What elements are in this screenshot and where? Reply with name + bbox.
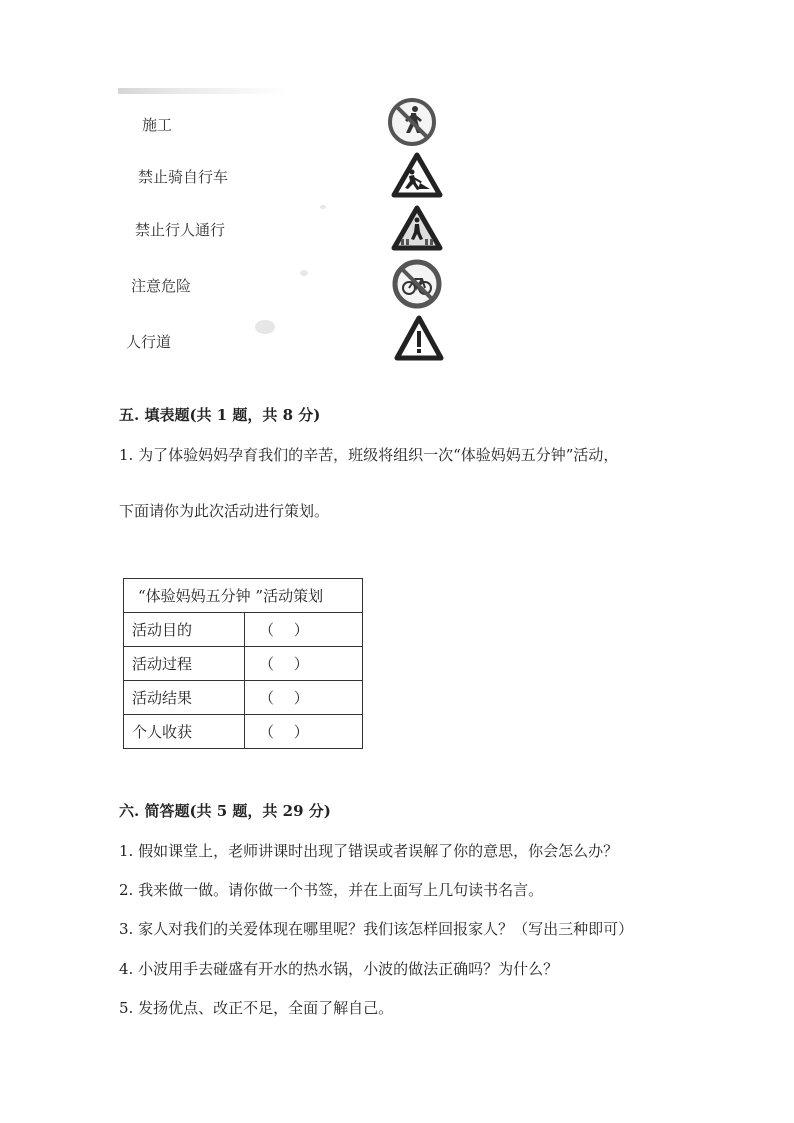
matching-label-sidewalk: 人行道 [126,333,172,351]
section-6-question-2: 2. 我来做一做。请你做一个书签，并在上面写上几句读书名言。 [119,881,544,899]
scan-speckle [300,270,308,276]
section-6-question-3: 3. 家人对我们的关爱体现在哪里呢？我们该怎样回报家人？（写出三种即可） [119,920,634,938]
table-row-label: 活动结果 [124,681,245,715]
matching-label-no-bicycles: 禁止骑自行车 [138,168,229,186]
section-5-question-1-line-1: 1. 为了体验妈妈孕育我们的辛苦，班级将组织一次“体验妈妈五分钟”活动， [119,446,619,464]
table-row [124,613,363,647]
section-6-question-5: 5. 发扬优点、改正不足，全面了解自己。 [119,999,394,1017]
matching-label-danger: 注意危险 [131,277,192,295]
section-6-question-1: 1. 假如课堂上，老师讲课时出现了错误或者误解了你的意思，你会怎么办？ [119,842,619,860]
answer-blank[interactable]: （ ） [245,681,363,715]
no-bicycles-sign-icon [390,257,444,311]
matching-label-construction: 施工 [142,116,173,134]
danger-warning-sign-icon [392,312,446,366]
table-row [124,715,363,749]
no-pedestrians-sign-icon [385,95,439,149]
activity-plan-table [123,578,363,749]
scan-speckle [255,320,275,334]
table-row-label: 个人收获 [124,715,245,749]
section-5-question-1-line-2: 下面请你为此次活动进行策划。 [119,502,330,520]
scan-speckle [320,205,326,209]
scan-artifact [118,88,288,94]
table-row [124,647,363,681]
table-row-label: 活动目的 [124,613,245,647]
road-work-sign-icon [390,150,444,204]
pedestrian-crossing-sign-icon [390,203,444,257]
section-5-title: 五. 填表题(共 1 题，共 8 分) [119,406,321,424]
answer-blank[interactable]: （ ） [245,613,363,647]
table-row [124,681,363,715]
answer-blank[interactable]: （ ） [245,715,363,749]
answer-blank[interactable]: （ ） [245,647,363,681]
table-header-cell: “体验妈妈五分钟 ”活动策划 [124,579,363,613]
matching-label-no-pedestrians: 禁止行人通行 [135,221,226,239]
table-header-row [124,579,363,613]
section-6-title: 六. 简答题(共 5 题，共 29 分) [119,802,331,820]
section-6-question-4: 4. 小波用手去碰盛有开水的热水锅，小波的做法正确吗？为什么？ [119,960,559,978]
table-row-label: 活动过程 [124,647,245,681]
